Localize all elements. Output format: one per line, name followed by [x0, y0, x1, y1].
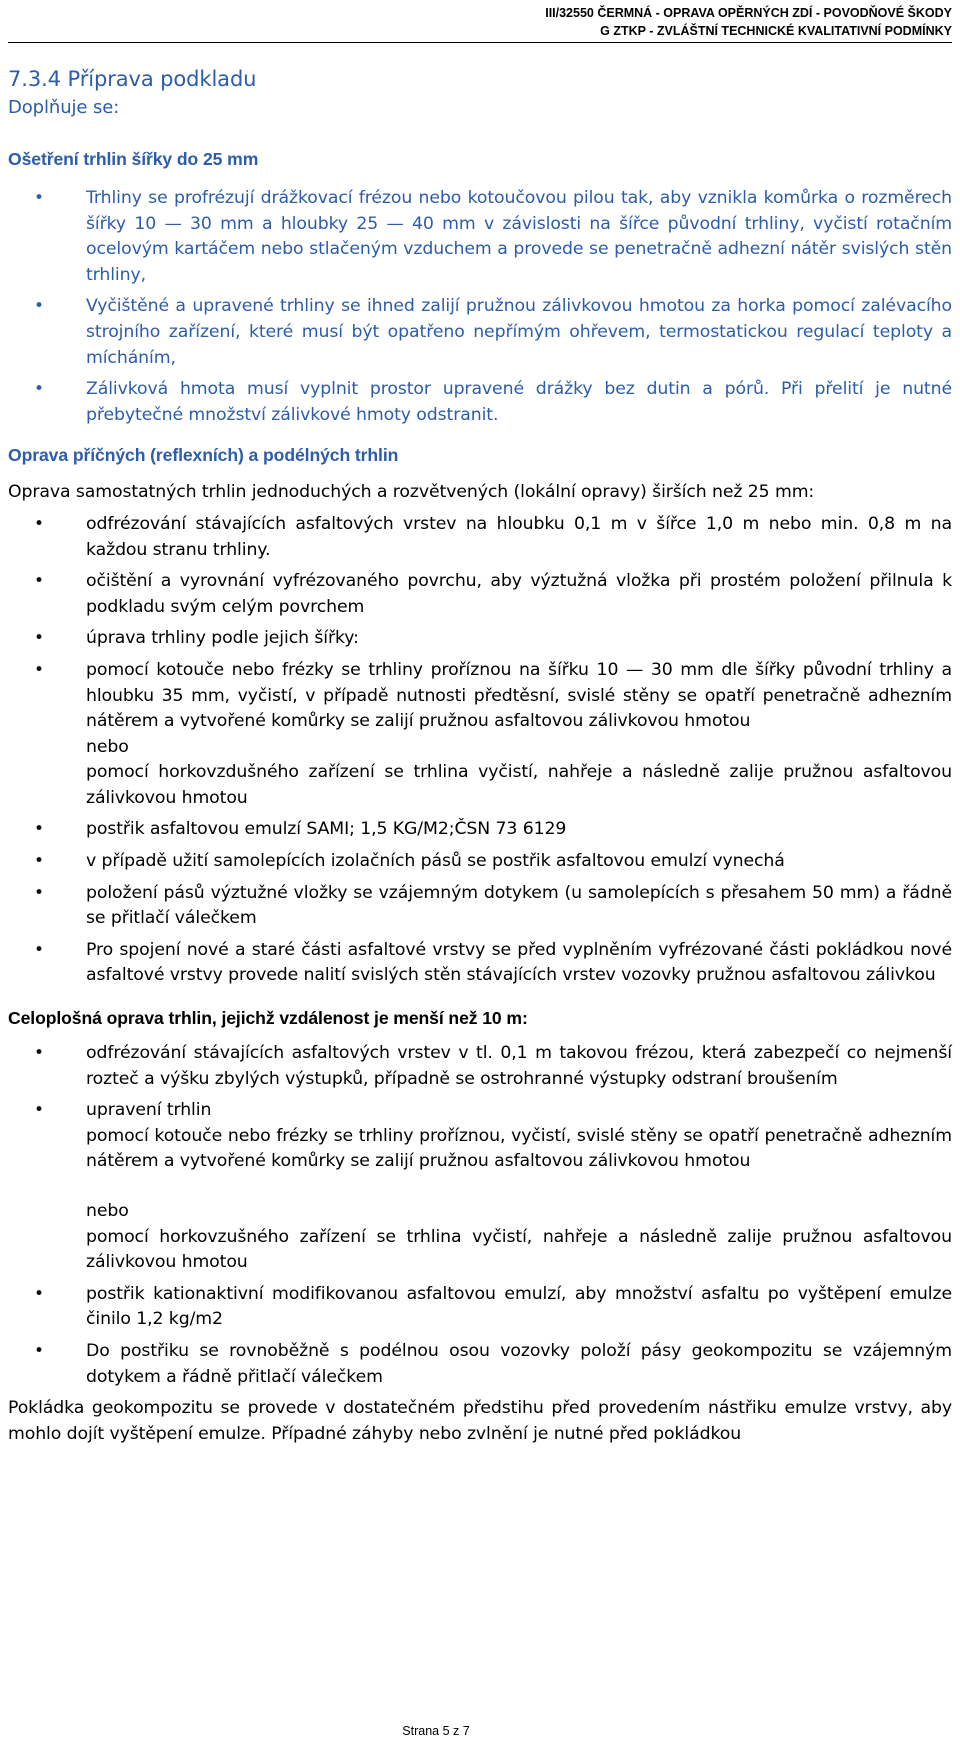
list-item: • odfrézování stávajících asfaltových vrstev v tl. 0,1 m takovou frézou, která zabezpečí co nejmenší rozteč a výšku zbylých výstupků, případně se ostrohranné výstupky odstraní broušením [8, 1041, 952, 1092]
header-document-title: G ZTKP - ZVLÁŠTNÍ TECHNICKÉ KVALITATIVNÍ PODMÍNKY [600, 24, 952, 38]
page-number: Strana 5 z 7 [402, 1724, 470, 1738]
list-item: • Zálivková hmota musí vyplnit prostor upravené drážky bez dutin a pórů. Při přelití je nutné přebytečné množství zálivkové hmoty odstranit. [8, 377, 952, 428]
closing-paragraph: Pokládka geokompozitu se provede v dostatečném předstihu před provedením nástřiku emulze vrstvy, aby mohlo dojít vyštěpení emulze. Případné záhyby nebo zvlnění je nutné před pokládkou [8, 1398, 952, 1444]
page-header [545, 4, 952, 40]
list-item-method: pomocí kotouče nebo frézky se trhliny proříznou, vyčistí, svislé stěny se opatří penetračně adhezním nátěrem a vytvořené komůrky se zalijí pružnou asfaltovou zálivkovou hmotou [86, 1125, 952, 1172]
section-number: 7.3.4 [8, 67, 61, 91]
section-title: Příprava podkladu [67, 67, 257, 91]
section-heading [8, 64, 952, 94]
subheading-full-surface-repair: Celoplošná oprava trhlin, jejichž vzdálenost je menší než 10 m: [8, 1008, 528, 1029]
subheading-crack-treatment: Ošetření trhlin šířky do 25 mm [8, 149, 259, 169]
list-item: • Do postřiku se rovnoběžně s podélnou osou vozovky položí pásy geokompozitu se vzájemným dotykem a řádně přitlačí válečkem [8, 1339, 952, 1390]
header-project-title: III/32550 ČERMNÁ - OPRAVA OPĚRNÝCH ZDÍ - POVODŇOVÉ ŠKODY [545, 6, 952, 20]
list-item: • Pro spojení nové a staré části asfaltové vrstvy se před vyplněním vyfrézované části pokládkou nové asfaltové vrstvy provede nalití svislých stěn stávajících vrstev vozovky pružnou asfaltovou zálivkou [8, 938, 952, 989]
list-item: • v případě užití samolepících izolačních pásů se postřik asfaltovou emulzí vynechá [8, 849, 952, 875]
list-item: • úprava trhliny podle jejich šířky: [8, 626, 952, 652]
header-divider [8, 42, 952, 43]
list-item [8, 658, 952, 812]
list-item-alternative: pomocí horkovzušného zařízení se trhlina vyčistí, nahřeje a následně zalije pružnou asfaltovou zálivkovou hmotou [86, 1226, 952, 1273]
list-item: • postřik kationaktivní modifikovanou asfaltovou emulzí, aby množství asfaltu po vyštěpení emulze činilo 1,2 kg/m2 [8, 1282, 952, 1333]
list-item: • Trhliny se profrézují drážkovací frézou nebo kotoučovou pilou tak, aby vznikla komůrka o rozměrech šířky 10 — 30 mm a hloubky 25 — 40 mm v závislosti na šířce původní trhliny, vyčistí rotačním ocelovým kartáčem nebo stlačeným vzduchem a provede se penetračně adhezní nátěr svislých stěn trhliny, [8, 186, 952, 288]
full-surface-repair-list [8, 1041, 952, 1390]
list-item-alternative: pomocí horkovzdušného zařízení se trhlina vyčistí, nahřeje a následně zalije pružnou asfaltovou zálivkovou hmotou [86, 762, 952, 808]
intro-text: Doplňuje se: [8, 97, 120, 118]
list-item-or: nebo [86, 1201, 129, 1221]
subheading-crack-repair: Oprava příčných (reflexních) a podélných trhlin [8, 445, 399, 466]
list-item: • Vyčištěné a upravené trhliny se ihned zalijí pružnou zálivkovou hmotou za horka pomocí zalévacího strojního zařízení, které musí být opatřeno nepřímým ohřevem, termostatickou regulací teploty a mícháním, [8, 294, 952, 371]
crack-repair-list [8, 512, 952, 989]
list-item: • odfrézování stávajících asfaltových vrstev na hloubku 0,1 m v šířce 1,0 m nebo min. 0,8 m na každou stranu trhliny. [8, 512, 952, 563]
document-body [8, 64, 952, 1453]
crack-treatment-list [8, 186, 952, 428]
list-item-or: nebo [86, 736, 129, 757]
crack-repair-lead: Oprava samostatných trhlin jednoduchých a rozvětvených (lokální opravy) širších než 25 mm: [8, 482, 815, 503]
list-item-text: pomocí kotouče nebo frézky se trhliny proříznou na šířku 10 — 30 mm dle šířky původní trhliny a hloubku 35 mm, vyčistí, v případě nutnosti předtěsní, svislé stěny se opatří penetračně adhezním nátěrem a vytvořené komůrky se zalijí pružnou asfaltovou zálivkovou hmotou [86, 659, 952, 732]
list-item [8, 1098, 952, 1276]
list-item: • položení pásů výztužné vložky se vzájemným dotykem (u samolepících s přesahem 50 mm) a řádně se přitlačí válečkem [8, 881, 952, 932]
list-item: • postřik asfaltovou emulzí SAMI; 1,5 KG/M2;ČSN 73 6129 [8, 817, 952, 843]
blank-line [86, 1175, 952, 1199]
list-item-text: upravení trhlin [86, 1100, 212, 1121]
list-item: • očištění a vyrovnání vyfrézovaného povrchu, aby výztužná vložka při prostém položení přilnula k podkladu svým celým povrchem [8, 569, 952, 620]
